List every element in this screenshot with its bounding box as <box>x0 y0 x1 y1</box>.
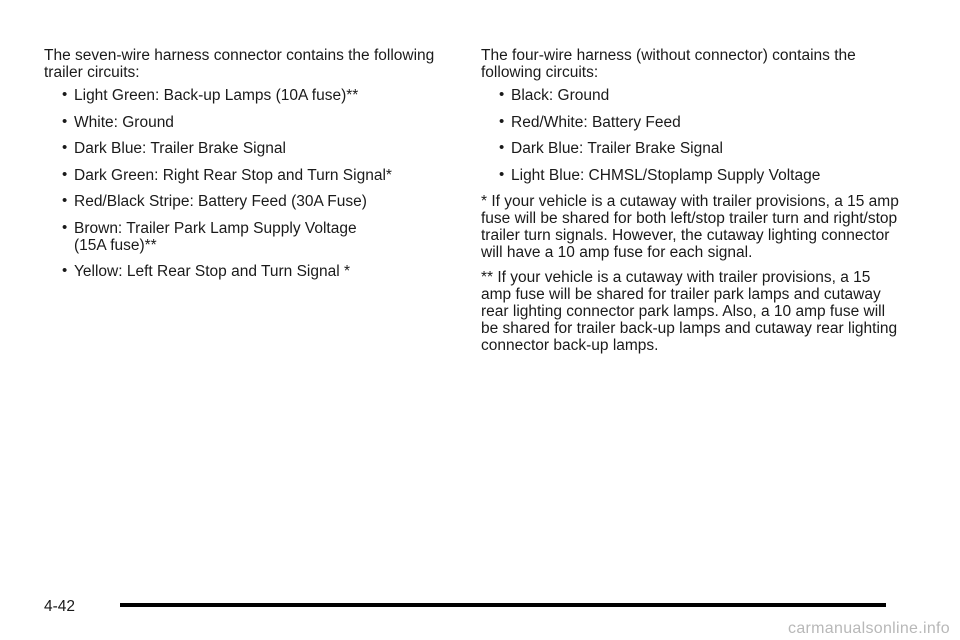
bullet-icon: • <box>499 112 505 130</box>
seven-wire-intro: The seven-wire harness connector contains the following trailer circuits: <box>44 47 435 81</box>
four-wire-intro: The four-wire harness (without connector) contains the following circuits: <box>481 47 856 81</box>
list-item <box>44 193 464 210</box>
list-item <box>481 114 901 131</box>
bullet-icon: • <box>62 139 68 156</box>
circuit-label: White: Ground <box>74 113 174 131</box>
seven-wire-circuit-list <box>44 87 464 280</box>
list-item <box>481 140 901 157</box>
watermark-text: carmanualsonline.info <box>788 620 950 637</box>
circuit-label: Red/White: Battery Feed <box>511 113 681 131</box>
circuit-label: Dark Blue: Trailer Brake Signal <box>74 140 286 157</box>
list-item <box>44 140 464 157</box>
left-column <box>44 47 464 290</box>
circuit-label: Yellow: Left Rear Stop and Turn Signal * <box>74 263 351 280</box>
list-item <box>44 263 464 280</box>
circuit-label: Red/Black Stripe: Battery Feed (30A Fuse) <box>74 193 367 210</box>
bullet-icon: • <box>62 165 68 183</box>
circuit-label: Brown: Trailer Park Lamp Supply Voltage (15A fuse)** <box>74 219 357 254</box>
circuit-label: Black: Ground <box>511 87 610 104</box>
list-item <box>481 167 901 184</box>
bullet-icon: • <box>62 218 68 236</box>
circuit-label: Dark Blue: Trailer Brake Signal <box>511 140 723 157</box>
bullet-icon: • <box>62 86 68 103</box>
list-item <box>481 87 901 104</box>
single-asterisk-note: * If your vehicle is a cutaway with trailer provisions, a 15 amp fuse will be shared for both left/stop trailer turn and right/stop trailer turn signals. However, the cutaway lighting connector will have a 10 amp fuse for each signal. <box>481 193 899 261</box>
bullet-icon: • <box>62 112 68 130</box>
bullet-icon: • <box>499 86 505 103</box>
bullet-icon: • <box>499 165 505 183</box>
list-item <box>44 114 464 131</box>
circuit-label: Dark Green: Right Rear Stop and Turn Signal* <box>74 166 392 184</box>
list-item <box>44 167 464 184</box>
list-item <box>44 220 464 254</box>
circuit-label: Light Blue: CHMSL/Stoplamp Supply Voltage <box>511 166 821 184</box>
footer-rule <box>120 603 886 607</box>
circuit-label: Light Green: Back-up Lamps (10A fuse)** <box>74 87 359 104</box>
double-asterisk-note: ** If your vehicle is a cutaway with trailer provisions, a 15 amp fuse will be shared for trailer park lamps and cutaway rear lighting connector park lamps. Also, a 10 amp fuse will be shared for trailer back-up lamps and cutaway rear lighting connector back-up lamps. <box>481 269 898 354</box>
four-wire-circuit-list <box>481 87 901 184</box>
bullet-icon: • <box>499 139 505 156</box>
bullet-icon: • <box>62 262 68 279</box>
list-item <box>44 87 464 104</box>
right-column <box>481 47 901 362</box>
page-number: 4-42 <box>44 598 76 615</box>
bullet-icon: • <box>62 192 68 209</box>
